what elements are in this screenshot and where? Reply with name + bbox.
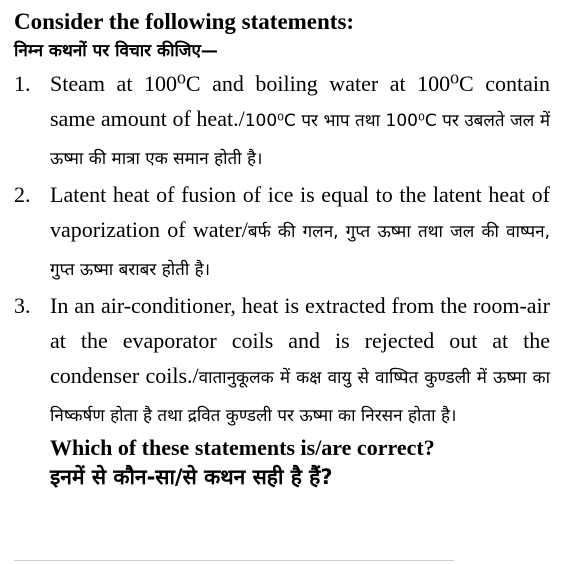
question-hindi: इनमें से कौन-सा/से कथन सही है हैं? xyxy=(50,465,333,489)
question-card xyxy=(14,8,550,492)
statement-number: 3. xyxy=(14,293,31,318)
statement-text-english: In an air-conditioner, heat is extracted from the room-air at the evaporator coils and is rejected out at the condenser coils./ xyxy=(50,293,550,388)
heading-english: Consider the following statements: xyxy=(14,9,355,34)
statement-text xyxy=(50,288,550,434)
statement-1 xyxy=(14,66,550,177)
statement-text-hindi: बर्फ की गलन, गुप्त ऊष्मा तथा जल की वाष्पन, गुप्त ऊष्मा बराबर होती है। xyxy=(50,222,550,280)
question-english: Which of these statements is/are correct? xyxy=(50,435,435,460)
statement-text-english: Latent heat of fusion of ice is equal to the latent heat of vaporization of water/ xyxy=(50,182,550,242)
statement-3 xyxy=(14,288,550,434)
statement-2 xyxy=(14,177,550,288)
statement-number: 1. xyxy=(14,71,31,96)
statement-text-hindi: 100⁰C पर भाप तथा 100⁰C पर उबलते जल में ऊष्मा की मात्रा एक समान होती है। xyxy=(50,111,550,169)
heading-hindi: निम्न कथनों पर विचार कीजिए— xyxy=(14,41,218,61)
bottom-divider xyxy=(14,560,454,561)
statement-number: 2. xyxy=(14,182,31,207)
statement-text xyxy=(50,66,550,177)
statement-text-hindi: वातानुकूलक में कक्ष वायु से वाष्पित कुण्डली में ऊष्मा का निष्कर्षण होता है तथा द्रवित कुण्डली पर ऊष्मा का निरसन होता है। xyxy=(50,368,550,426)
statement-text-english: Steam at 100⁰C and boiling water at 100⁰C contain same amount of heat./ xyxy=(50,71,550,131)
statement-text xyxy=(50,177,550,288)
